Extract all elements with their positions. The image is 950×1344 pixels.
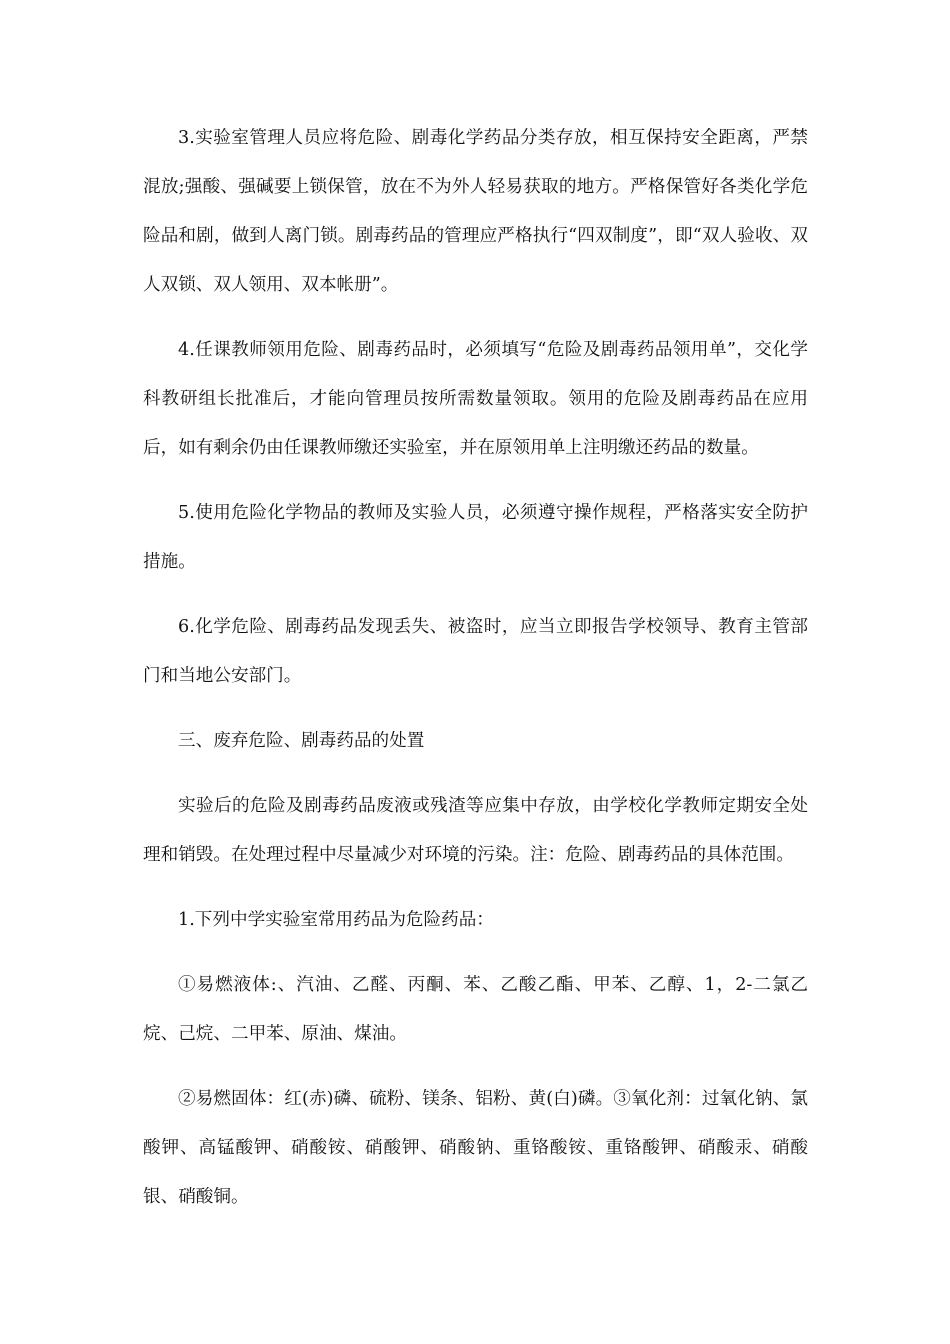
paragraph-rule-5: 5.使用危险化学物品的教师及实验人员，必须遵守操作规程，严格落实安全防护措施。: [143, 503, 808, 572]
paragraph-flammable-solids-oxidizers: ②易燃固体：红(赤)磷、硫粉、镁条、铝粉、黄(白)磷。③氧化剂：过氧化钠、氯酸钾、高锰酸钾、硝酸铵、硝酸钾、硝酸钠、重铬酸铵、重铬酸钾、硝酸汞、硝酸银、硝酸铜。: [143, 1089, 808, 1207]
section-heading-disposal: 三、废弃危险、剧毒药品的处置: [178, 731, 425, 751]
paragraph-flammable-liquids: ①易燃液体:、汽油、乙醛、丙酮、苯、乙酸乙酯、甲苯、乙醇、1，2-二氯乙烷、己烷、二甲苯、原油、煤油。: [143, 975, 808, 1044]
document-page: [143, 114, 808, 1238]
paragraph-disposal: 实验后的危险及剧毒药品废液或残渣等应集中存放，由学校化学教师定期安全处理和销毁。在处理过程中尽量减少对环境的污染。注：危险、剧毒药品的具体范围。: [143, 796, 808, 865]
paragraph-rule-3: 3.实验室管理人员应将危险、剧毒化学药品分类存放，相互保持安全距离，严禁混放;强酸、强碱要上锁保管，放在不为外人轻易获取的地方。严格保管好各类化学危险品和剧，做到人离门锁。剧毒药品的管理应严格执行“四双制度”，即“双人验收、双人双锁、双人领用、双本帐册”。: [143, 128, 808, 295]
paragraph-rule-4: 4.任课教师领用危险、剧毒药品时，必须填写“危险及剧毒药品领用单”，交化学科教研组长批准后，才能向管理员按所需数量领取。领用的危险及剧毒药品在应用后，如有剩余仍由任课教师缴还实验室，并在原领用单上注明缴还药品的数量。: [143, 340, 808, 458]
paragraph-list-intro: 1.下列中学实验室常用药品为危险药品：: [178, 910, 494, 930]
paragraph-rule-6: 6.化学危险、剧毒药品发现丢失、被盗时，应当立即报告学校领导、教育主管部门和当地公安部门。: [143, 617, 808, 686]
